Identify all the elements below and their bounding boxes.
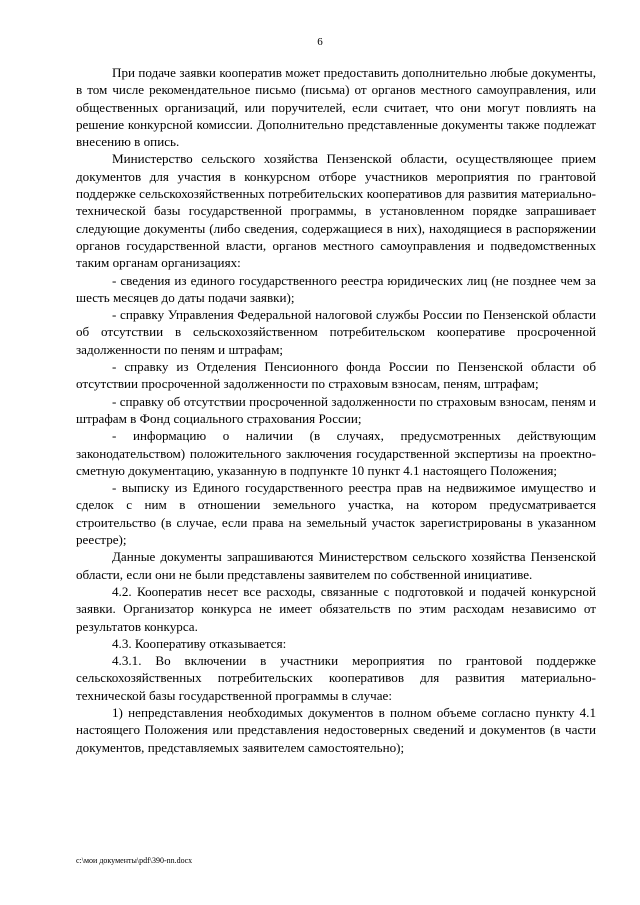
paragraph: Данные документы запрашиваются Министерством сельского хозяйства Пензенской области, если они не были представлены заявителем по собственной инициативе.	[76, 549, 596, 582]
document-body	[76, 64, 596, 756]
paragraph: Министерство сельского хозяйства Пензенской области, осуществляющее прием документов для участия в конкурсном отборе участников мероприятия по грантовой поддержке сельскохозяйственных потребительских кооперативов для развития материально-технической базы государственной программы, в установленном порядке запрашивает следующие документы (либо сведения, содержащиеся в них), находящиеся в распоряжении органов государственной власти, органов местного самоуправления и подведомственных таким органам организациях:	[76, 151, 596, 271]
paragraph: 4.3. Кооперативу отказывается:	[112, 635, 287, 651]
paragraph: При подаче заявки кооператив может предоставить дополнительно любые документы, в том числе рекомендательное письмо (письма) от органов местного самоуправления, или общественных организаций, или поручителей, если считает, что они могут повлиять на решение конкурсной комиссии. Дополнительно представленные документы также подлежат внесению в опись.	[76, 65, 596, 150]
footer-file-path: c:\мои документы\pdf\390-nn.docx	[76, 856, 193, 865]
list-item: - справку Управления Федеральной налоговой службы России по Пензенской области об отсутствии в сельскохозяйственном потребительском кооперативе просроченной задолженности по пеням и штрафам;	[76, 307, 596, 357]
list-item: - сведения из единого государственного реестра юридических лиц (не позднее чем за шесть месяцев до даты подачи заявки);	[76, 272, 596, 305]
list-item: - справку об отсутствии просроченной задолженности по страховым взносам, пеням и штрафам в Фонд социального страхования России;	[76, 393, 596, 426]
list-item: - справку из Отделения Пенсионного фонда России по Пензенской области об отсутствии просроченной задолженности по страховым взносам, пеням, штрафам;	[76, 359, 596, 392]
paragraph: 1) непредставления необходимых документов в полном объеме согласно пункту 4.1 настоящего Положения или представления недостоверных сведений и документов (в части документов, представляемых заявителем самостоятельно);	[76, 704, 596, 755]
paragraph: 4.2. Кооператив несет все расходы, связанные с подготовкой и подачей конкурсной заявки. Организатор конкурса не имеет обязательств по этим расходам независимо от результатов конкурса.	[76, 583, 596, 634]
list-item: - выписку из Единого государственного реестра прав на недвижимое имущество и сделок с ним в отношении земельного участка, на котором предусматривается строительство (в случае, если права на земельный участок зарегистрированы в указанном реестре);	[76, 480, 596, 548]
page-number: 6	[317, 36, 323, 48]
paragraph: 4.3.1. Во включении в участники мероприятия по грантовой поддержке сельскохозяйственных потребительских кооперативов для развития материально-технической базы государственной программы в случае:	[76, 653, 596, 703]
list-item: - информацию о наличии (в случаях, предусмотренных действующим законодательством) положительного заключения государственной экспертизы на проектно-сметную документацию, указанную в подпункте 10 пункт 4.1 настоящего Положения;	[76, 428, 596, 478]
